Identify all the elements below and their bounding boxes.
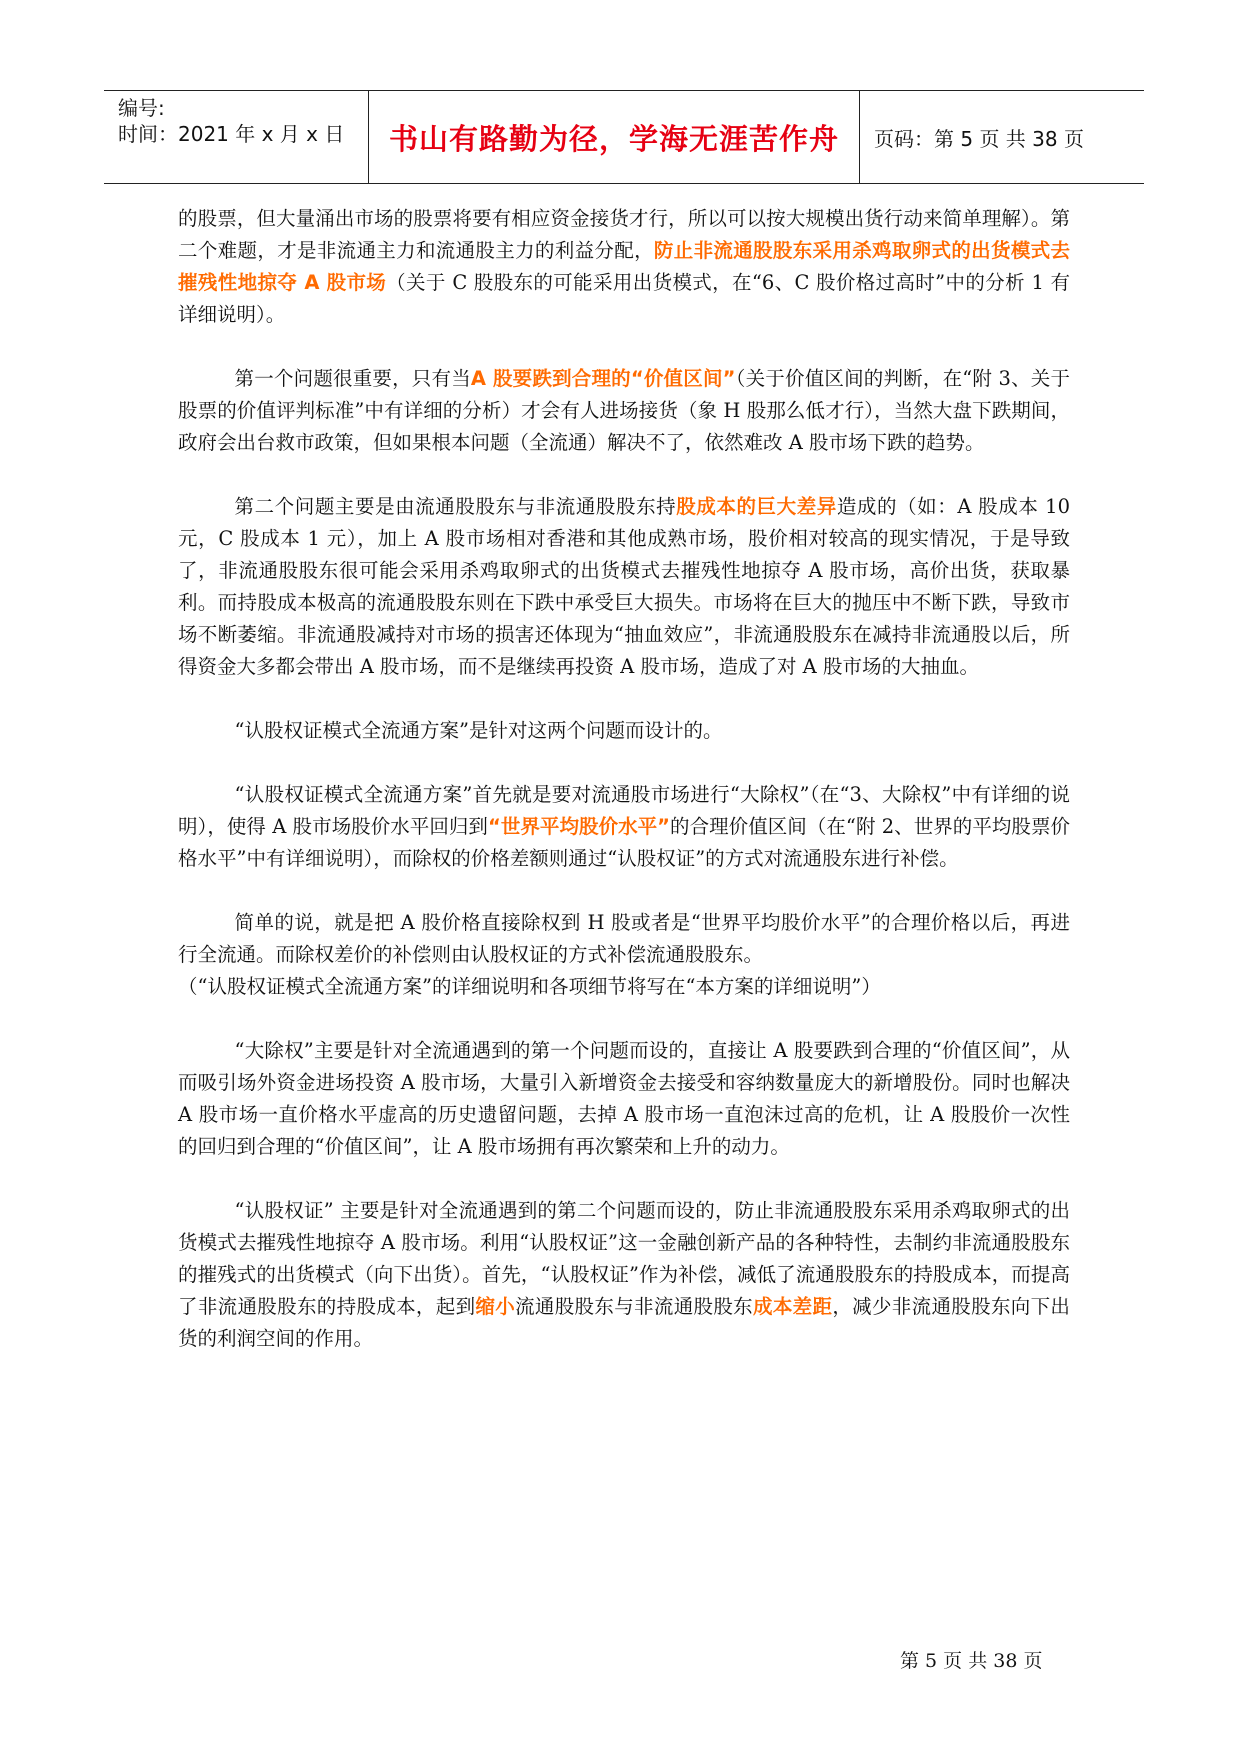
paragraph-text: 流通股股东与非流通股股东 — [515, 1295, 754, 1318]
header-left-cell — [104, 91, 369, 183]
paragraph-7 — [178, 1035, 1070, 1163]
paragraph-text: “认股权证” 主要是针对全流通遇到的第二个问题而设的，防止非流通股股东采用杀鸡取卵式的出货模式去摧残性地掠夺 A 股市场。利用“认股权证”这一金融创新产品的各种特性，去制约非流通股股东的摧残式的出货模式（向下出货）。首先，“认股权证”作为补偿，减低了流通股股东的持股成本，而提高了非流通股股东的持股成本，起到 — [178, 1199, 1070, 1318]
paragraph-text: “认股权证模式全流通方案”是针对这两个问题而设计的。 — [234, 719, 723, 742]
motto-text: 书山有路勤为径，学海无涯苦作舟 — [388, 121, 839, 156]
paragraph-4 — [178, 715, 1070, 747]
paragraph-text: 的股票，但大量涌出市场的股票将要有相应资金接货才行，所以可以按大规模出货行动来简单理解）。第二个难题，才是非流通主力和流通股主力的利益分配， — [178, 207, 1070, 262]
highlight-text: 成本差距 — [753, 1295, 833, 1318]
paragraph-text: 第一个问题很重要，只有当 — [234, 367, 471, 390]
document-body — [178, 203, 1070, 1387]
paragraph-text: 简单的说，就是把 A 股价格直接除权到 H 股或者是“世界平均股价水平”的合理价格以后，再进行全流通。而除权差价的补偿则由认股权证的方式补偿流通股股东。 — [178, 911, 1070, 966]
paragraph-text: 第二个问题主要是由流通股股东与非流通股股东持 — [234, 495, 677, 518]
page-number-label: 页码：第 5 页 共 38 页 — [874, 126, 1084, 151]
paragraph-text: ，减少非流通股股东向下出货的利润空间的作用。 — [178, 1295, 1070, 1350]
page-footer: 第 5 页 共 38 页 — [900, 1650, 1043, 1672]
serial-number-label: 编号: — [118, 96, 165, 120]
paragraph-3 — [178, 491, 1070, 683]
highlight-text: “世界平均股价水平” — [487, 815, 670, 838]
paragraph-1 — [178, 203, 1070, 331]
highlight-text: 股成本的巨大差异 — [676, 495, 837, 518]
header-page-cell — [860, 91, 1144, 183]
paragraph-8 — [178, 1195, 1070, 1355]
highlight-text: 缩小 — [475, 1295, 516, 1318]
paragraph-5 — [178, 779, 1070, 875]
paragraph-text: （关于 C 股股东的可能采用出货模式，在“6、C 股价格过高时”中的分析 1 有详细说明）。 — [178, 271, 1070, 326]
paragraph-text: “大除权”主要是针对全流通遇到的第一个问题而设的，直接让 A 股要跌到合理的“价值区间”，从而吸引场外资金进场投资 A 股市场，大量引入新增资金去接受和容纳数量庞大的新增股份。同时也解决 A 股市场一直价格水平虚高的历史遗留问题，去掉 A 股市场一直泡沫过高的危机，让 A 股股价一次性的回归到合理的“价值区间”，让 A 股市场拥有再次繁荣和上升的动力。 — [178, 1039, 1070, 1158]
paragraph-text: 造成的（如：A 股成本 10 元，C 股成本 1 元），加上 A 股市场相对香港和其他成熟市场，股价相对较高的现实情况，于是导致了，非流通股股东很可能会采用杀鸡取卵式的出货模式去摧残性地掠夺 A 股市场，高价出货，获取暴利。而持股成本极高的流通股股东则在下跌中承受巨大损失。市场将在巨大的抛压中不断下跌，导致市场不断萎缩。非流通股减持对市场的损害还体现为“抽血效应”，非流通股股东在减持非流通股以后，所得资金大多都会带出 A 股市场，而不是继续再投资 A 股市场，造成了对 A 股市场的大抽血。 — [178, 495, 1070, 678]
page-header — [104, 90, 1144, 184]
paragraph-text: “认股权证模式全流通方案”首先就是要对流通股市场进行“大除权”（在“3、大除权”中有详细的说明），使得 A 股市场股价水平回归到 — [178, 783, 1070, 838]
header-motto-cell — [369, 91, 860, 183]
paragraph-text: 的合理价值区间（在“附 2、世界的平均股票价格水平”中有详细说明），而除权的价格差额则通过“认股权证”的方式对流通股东进行补偿。 — [178, 815, 1071, 870]
paragraph-text: （关于价值区间的判断，在“附 3、关于股票的价值评判标准”中有详细的分析）才会有人进场接货（象 H 股那么低才行），当然大盘下跌期间，政府会出台救市政策，但如果根本问题（全流通）解决不了，依然难改 A 股市场下跌的趋势。 — [178, 367, 1071, 454]
paragraph-6-note — [178, 971, 1070, 1003]
highlight-text: A 股要跌到合理的“价值区间” — [470, 367, 736, 390]
paragraph-6 — [178, 907, 1070, 971]
paragraph-text: （“认股权证模式全流通方案”的详细说明和各项细节将写在“本方案的详细说明”） — [178, 975, 881, 998]
time-label: 时间：2021 年 x 月 x 日 — [118, 122, 345, 146]
highlight-text: 防止非流通股股东采用杀鸡取卵式的出货模式去摧残性地掠夺 A 股市场 — [178, 239, 1070, 294]
paragraph-2 — [178, 363, 1070, 459]
